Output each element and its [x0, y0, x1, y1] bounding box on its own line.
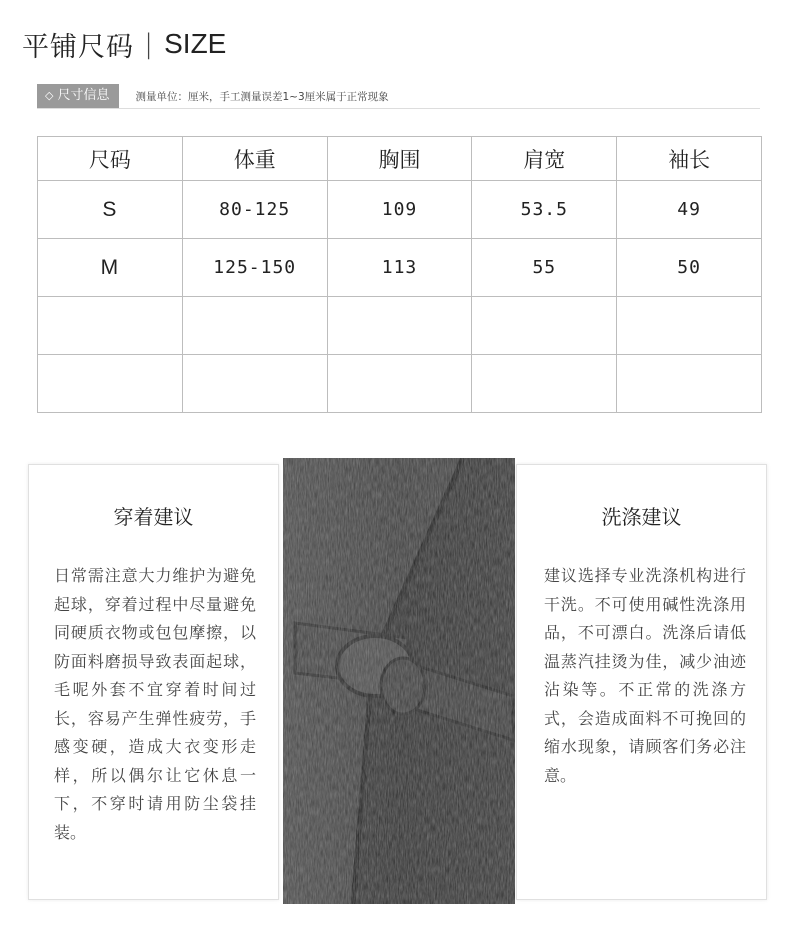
- table-cell: S: [38, 181, 183, 239]
- table-cell: 113: [327, 239, 472, 297]
- header-weight: 体重: [182, 137, 327, 181]
- table-cell: [472, 355, 617, 413]
- table-row: [38, 297, 762, 355]
- fabric-illustration: [283, 458, 515, 904]
- table-cell: 109: [327, 181, 472, 239]
- wear-advice-title: 穿着建议: [113, 505, 194, 529]
- table-cell: [617, 297, 762, 355]
- wash-advice-text: 建议选择专业洗涤机构进行干洗。不可使用碱性洗涤用品，不可漂白。洗涤后请低温蒸汽挂烫为佳，减少油迹沾染等。不正常的洗涤方式，会造成面料不可挽回的缩水现象，请顾客们务必注意。: [544, 566, 746, 785]
- title-en: SIZE: [164, 28, 227, 59]
- table-cell: [472, 297, 617, 355]
- size-info-tag: [37, 84, 119, 108]
- table-cell: [38, 355, 183, 413]
- measurement-note: 测量单位：厘米，手工测量误差1~3厘米属于正常现象: [135, 90, 389, 103]
- table-cell: 50: [617, 239, 762, 297]
- table-cell: 55: [472, 239, 617, 297]
- fabric-closeup-image: [283, 458, 515, 904]
- header-shoulder: 肩宽: [472, 137, 617, 181]
- table-cell: M: [38, 239, 183, 297]
- table-cell: [38, 297, 183, 355]
- wear-advice-text: 日常需注意大力维护为避免起球，穿着过程中尽量避免同硬质衣物或包包摩擦，以防面料磨损导致表面起球，毛呢外套不宜穿着时间过长，容易产生弹性疲劳，手感变硬，造成大衣变形走样，所以偶尔让它休息一下，不穿时请用防尘袋挂装。: [54, 566, 256, 842]
- title-separator: |: [144, 28, 155, 60]
- header-chest: 胸围: [327, 137, 472, 181]
- table-cell: 125-150: [182, 239, 327, 297]
- wash-advice-title: 洗涤建议: [601, 505, 682, 529]
- table-cell: [327, 355, 472, 413]
- table-cell: 49: [617, 181, 762, 239]
- wash-advice-card: [516, 464, 767, 900]
- header-sleeve: 袖长: [617, 137, 762, 181]
- table-cell: [182, 297, 327, 355]
- table-cell: 80-125: [182, 181, 327, 239]
- header-size: 尺码: [38, 137, 183, 181]
- table-cell: 53.5: [472, 181, 617, 239]
- table-cell: [617, 355, 762, 413]
- table-header-row: [38, 137, 762, 181]
- size-info-label: 尺寸信息: [57, 88, 110, 103]
- table-row: [38, 239, 762, 297]
- table-row: [38, 181, 762, 239]
- title-cn: 平铺尺码: [22, 31, 134, 63]
- size-table: [37, 136, 762, 413]
- diamond-icon: ◇: [45, 89, 54, 102]
- wear-advice-card: [28, 464, 279, 900]
- size-info-bar: [37, 84, 760, 109]
- table-cell: [182, 355, 327, 413]
- table-cell: [327, 297, 472, 355]
- page-title: [22, 22, 226, 66]
- table-row: [38, 355, 762, 413]
